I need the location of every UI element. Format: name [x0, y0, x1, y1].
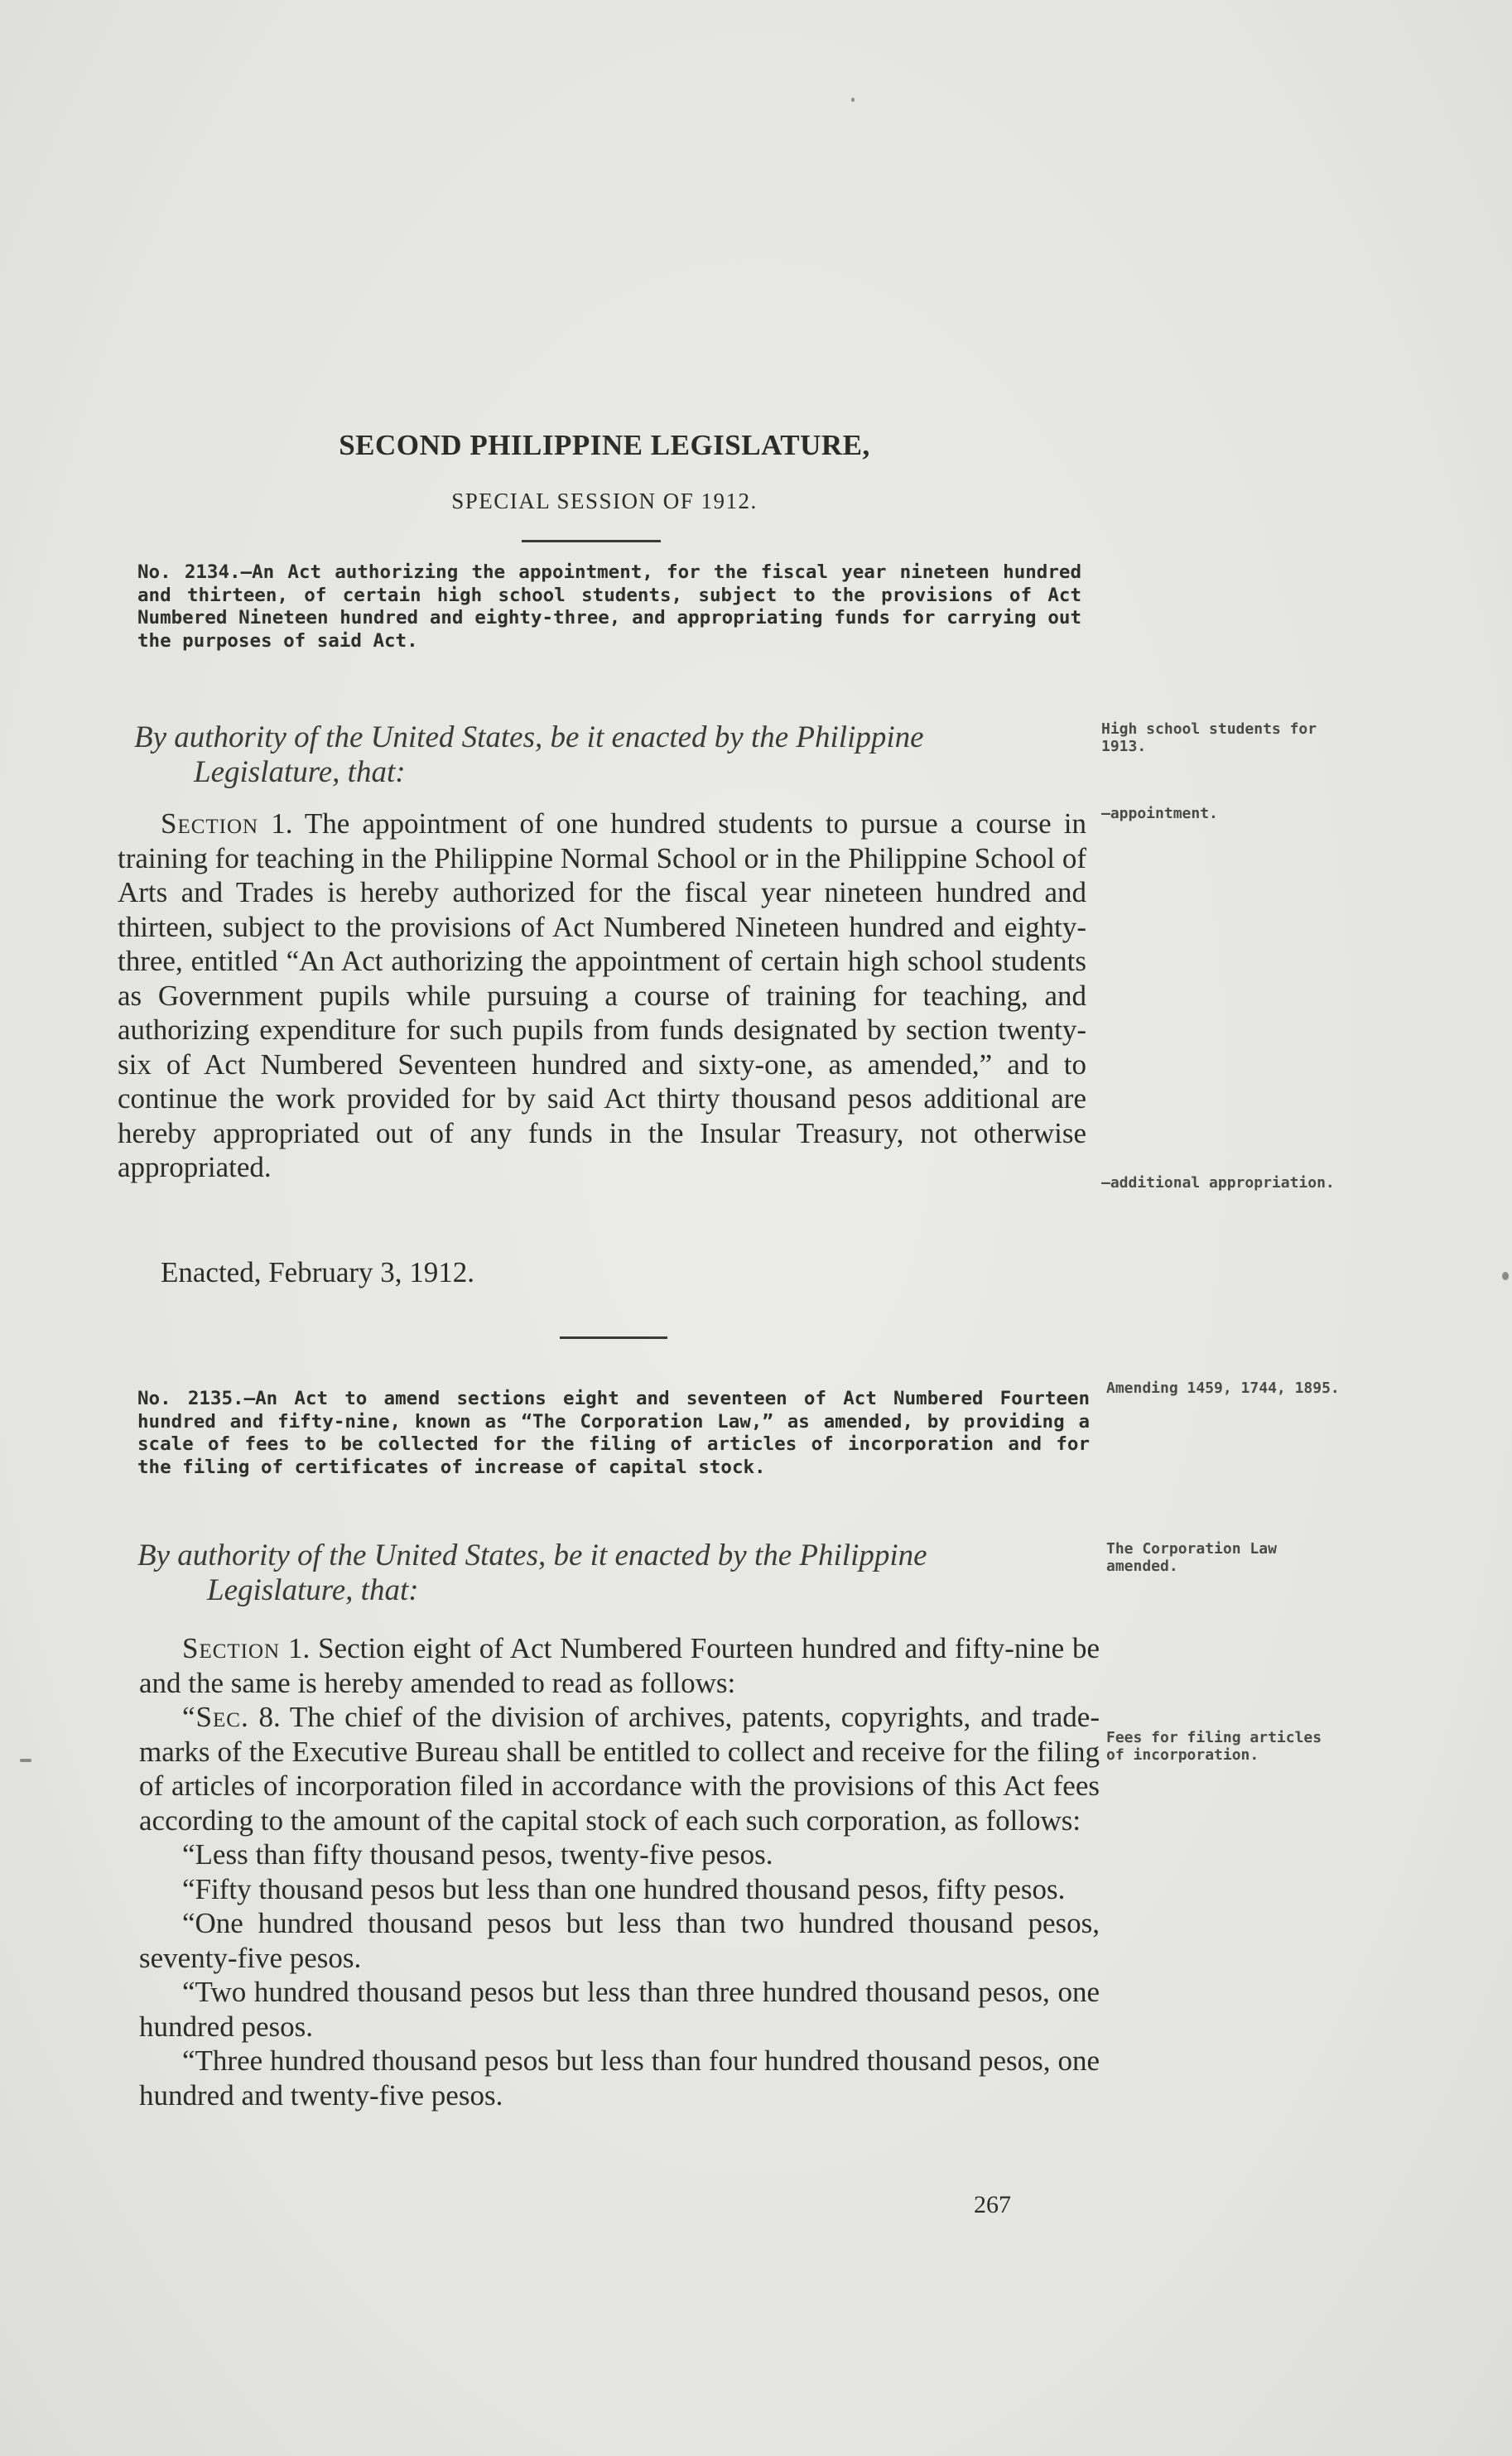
act-2135-title-text: —An Act to amend sections eight and seventeen of Act Numbered Fourteen hundred and fifty-nine, known as “The Corporation Law,” as amended, by providing a scale of fees to be collected for the filing of articles of incorporation and for the filing of certificates of increase of capital stock. [137, 1388, 1090, 1478]
fee-line: “Three hundred thousand pesos but less than four hundred thousand pesos, one hundred and twenty-five pesos. [139, 2044, 1100, 2112]
section-1-text: 1. Section eight of Act Numbered Fourteen hundred and fifty-nine be and the same is hereby amended to read as follows: [139, 1632, 1100, 1699]
act-2135-body [139, 1631, 1100, 2112]
sec-8-label: “Sec. [182, 1701, 249, 1733]
margin-note-appropriation: —additional appropriation. [1101, 1174, 1335, 1192]
margin-note-high-school: High school students for 1913. [1101, 720, 1317, 755]
margin-note-appointment: —appointment. [1101, 805, 1218, 822]
enacting-line-2: Legislature, that: [207, 1573, 419, 1607]
margin-note-corporation-law: The Corporation Law amended. [1106, 1540, 1277, 1575]
scan-speck [20, 1759, 31, 1762]
fee-line: “Two hundred thousand pesos but less than three hundred thousand pesos, one hundred pesos. [139, 1976, 1100, 2043]
act-2135-enacting-clause [137, 1539, 1098, 1608]
sec-8-paragraph [139, 1700, 1100, 1837]
act-2134-number: No. 2134. [137, 561, 241, 583]
act-2135-section-1 [139, 1631, 1100, 1700]
page-number: 267 [974, 2191, 1011, 2218]
section-label: Section [161, 807, 259, 840]
section-label: Section [182, 1632, 281, 1664]
margin-note-fees-filing: Fees for filing articles of incorporation. [1106, 1729, 1322, 1764]
section-1-text: 1. The appointment of one hundred students to pursue a course in training for teaching in the Philippine Normal School or in the Philippine School of Arts and Trades is hereby authorized for the fiscal year nineteen hundred and thirteen, subject to the provisions of Act Numbered Nineteen hundred and eighty-three, entitled “An Act authorizing the appointment of certain high school students as Government pupils while pursuing a course of training for teaching, and authorizing expenditure for such pupils from funds designated by section twenty-six of Act Numbered Seventeen hundred and sixty-one, as amended,” and to continue the work provided for by said Act thirty thousand pesos additional are hereby appropriated out of any funds in the Insular Treasury, not otherwise appropriated. [118, 807, 1086, 1183]
act-2135-title [137, 1388, 1090, 1479]
act-2134-title [137, 561, 1081, 653]
fee-line: “One hundred thousand pesos but less than two hundred thousand pesos, seventy-five pesos. [139, 1907, 1100, 1974]
act-2134-enacted-date: Enacted, February 3, 1912. [161, 1256, 475, 1288]
fee-line: “Fifty thousand pesos but less than one hundred thousand pesos, fifty pesos. [182, 1872, 1066, 1905]
legislature-heading: SECOND PHILIPPINE LEGISLATURE, [339, 429, 870, 461]
section-divider [560, 1336, 667, 1339]
sec-8-text: 8. The chief of the division of archives, patents, copyrights, and trade-marks of the Executive Bureau shall be entitled to collect and receive for the filing of articles of incorporation filed in accordance with the provisions of this Act fees according to the amount of the capital stock of each such corporation, as follows: [139, 1701, 1100, 1837]
enacting-line-1: By authority of the United States, be it enacted by the Philippine [134, 720, 924, 754]
act-2134-enacting-clause [134, 720, 1095, 790]
enacting-line-2: Legislature, that: [194, 755, 406, 789]
scan-speck [1502, 1272, 1509, 1280]
act-2134-section-1 [118, 807, 1086, 1185]
enacting-line-1: By authority of the United States, be it enacted by the Philippine [137, 1539, 927, 1572]
margin-note-amending: Amending 1459, 1744, 1895. [1106, 1380, 1340, 1397]
session-subheading: SPECIAL SESSION OF 1912. [451, 489, 758, 513]
fee-line: “Less than fifty thousand pesos, twenty-five pesos. [182, 1838, 773, 1871]
scan-speck [851, 98, 855, 102]
act-2134-title-text: —An Act authorizing the appointment, for the fiscal year nineteen hundred and thirteen, of certain high school students, subject to the provisions of Act Numbered Nineteen hundred and eighty-three, and appropriating funds for carrying out the purposes of said Act. [137, 561, 1081, 652]
heading-divider [522, 540, 661, 542]
act-2135-number: No. 2135. [137, 1388, 244, 1409]
